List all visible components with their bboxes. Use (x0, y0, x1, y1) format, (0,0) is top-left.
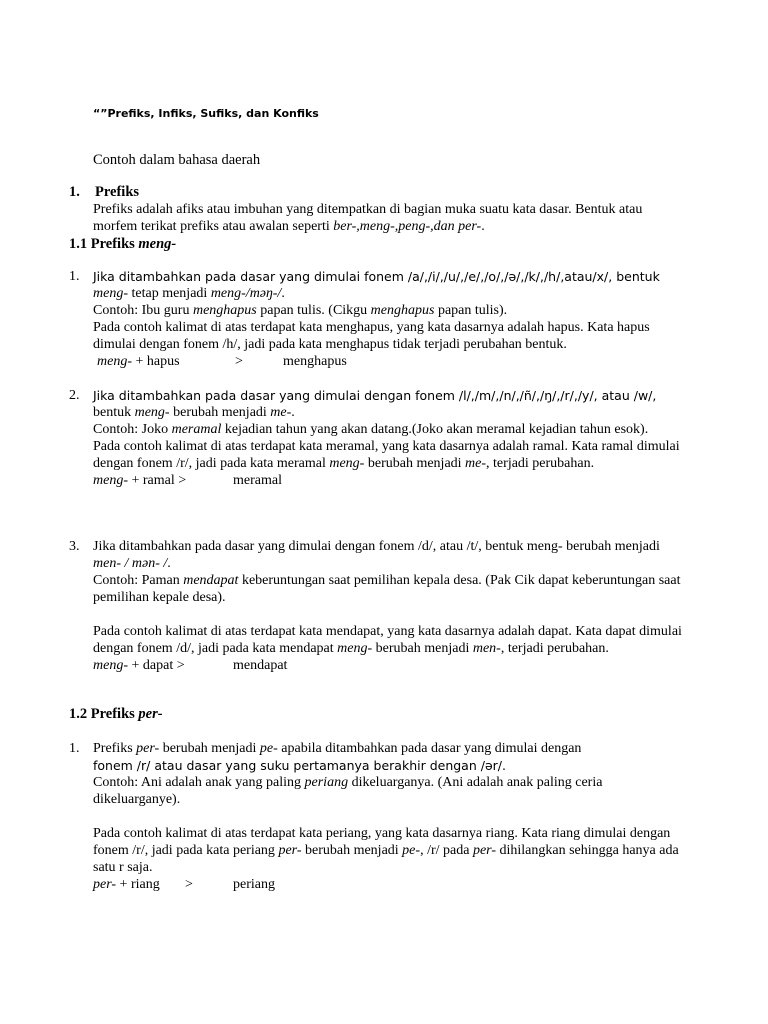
item-number: 1. (69, 741, 80, 756)
subheading-prefiks-per: 1.2 Prefiks per- (69, 706, 163, 722)
example-sentence: Contoh: Paman mendapat keberuntungan saat pemilihan kepala desa. (Pak Cik dapat keberuntungan saat pemilihan kepale desa). (93, 573, 681, 605)
rule-item-per-1 (69, 740, 683, 893)
explanation: Pada contoh kalimat di atas terdapat kata mendapat, yang kata dasarnya adalah dapat. Kata dapat dimulai dengan fonem /d/, jadi pada kata mendapat meng- berubah menjadi men-, terjadi perubahan. (93, 624, 682, 656)
explanation: Pada contoh kalimat di atas terdapat kata menghapus, yang kata dasarnya adalah hapus. Kata hapus dimulai dengan fonem /h/, jadi pada kata menghapus tidak terjadi perubahan bentuk. (93, 320, 650, 352)
rule-text: Jika ditambahkan pada dasar yang dimulai dengan fonem /d/, atau /t/, bentuk meng- berubah menjadi men- / mən- /. (93, 539, 660, 571)
explanation: Pada contoh kalimat di atas terdapat kata meramal, yang kata dasarnya adalah ramal. Kata ramal dimulai dengan fonem /r/, jadi pada kata meramal meng- berubah menjadi me-, terjadi perubahan. (93, 439, 680, 471)
spacer (93, 808, 683, 825)
example-sentence: Contoh: Ibu guru menghapus papan tulis. (Cikgu menghapus papan tulis). (93, 303, 508, 318)
formula-row: per- + riang > periang (93, 877, 275, 892)
rule-text-cont: meng- tetap menjadi meng-/məŋ-/. (93, 286, 285, 301)
example-sentence: Contoh: Ani adalah anak yang paling periang dikeluarganya. (Ani adalah anak paling ceria dikeluarganye). (93, 775, 603, 807)
rule-item-2 (69, 387, 683, 489)
subheading-prefiks-meng: 1.1 Prefiks meng- (69, 236, 177, 252)
formula-row: meng- + ramal > meramal (93, 473, 282, 488)
formula-row: meng- + dapat > mendapat (93, 658, 288, 673)
rule-item-3 (69, 538, 683, 674)
section-definition: Prefiks adalah afiks atau imbuhan yang ditempatkan di bagian muka suatu kata dasar. Bentuk atau morfem terikat prefiks atau awalan seperti ber-,meng-,peng-,dan per-. (93, 202, 643, 234)
rule-item-1 (69, 268, 683, 370)
rule-text: Jika ditambahkan pada dasar yang dimulai dengan fonem /l/,/m/,/n/,/ñ/,/ŋ/,/r/,/y/, atau /w/, (93, 388, 657, 403)
explanation: Pada contoh kalimat di atas terdapat kata periang, yang kata dasarnya riang. Kata riang dimulai dengan fonem /r/, jadi pada kata periang per- berubah menjadi pe-, /r/ pada per- dihilangkan sehingga hanya ada satu r saja. (93, 826, 679, 875)
item-number: 1. (69, 269, 80, 284)
item-number: 2. (69, 388, 80, 403)
item-number: 3. (69, 539, 80, 554)
rule-text-cont: fonem /r/ atau dasar yang suku pertamanya berakhir dengan /ər/. (93, 758, 506, 773)
section-heading-prefiks (69, 184, 139, 201)
section-title: Prefiks (95, 184, 140, 200)
formula-row: meng- + hapus > menghapus (97, 354, 347, 369)
spacer (93, 606, 683, 623)
document-title: “”Prefiks, Infiks, Sufiks, dan Konfiks (93, 107, 319, 120)
intro-line: Contoh dalam bahasa daerah (93, 152, 261, 168)
section-number: 1. (69, 184, 80, 200)
rule-text: Prefiks per- berubah menjadi pe- apabila ditambahkan pada dasar yang dimulai dengan (93, 741, 582, 756)
rule-text: Jika ditambahkan pada dasar yang dimulai fonem /a/,/i/,/u/,/e/,/o/,/ə/,/k/,/h/,atau/x/, bentuk (93, 269, 660, 284)
example-sentence: Contoh: Joko meramal kejadian tahun yang akan datang.(Joko akan meramal kejadian tahun esok). (93, 422, 649, 437)
rule-text-cont: bentuk meng- berubah menjadi me-. (93, 405, 295, 420)
